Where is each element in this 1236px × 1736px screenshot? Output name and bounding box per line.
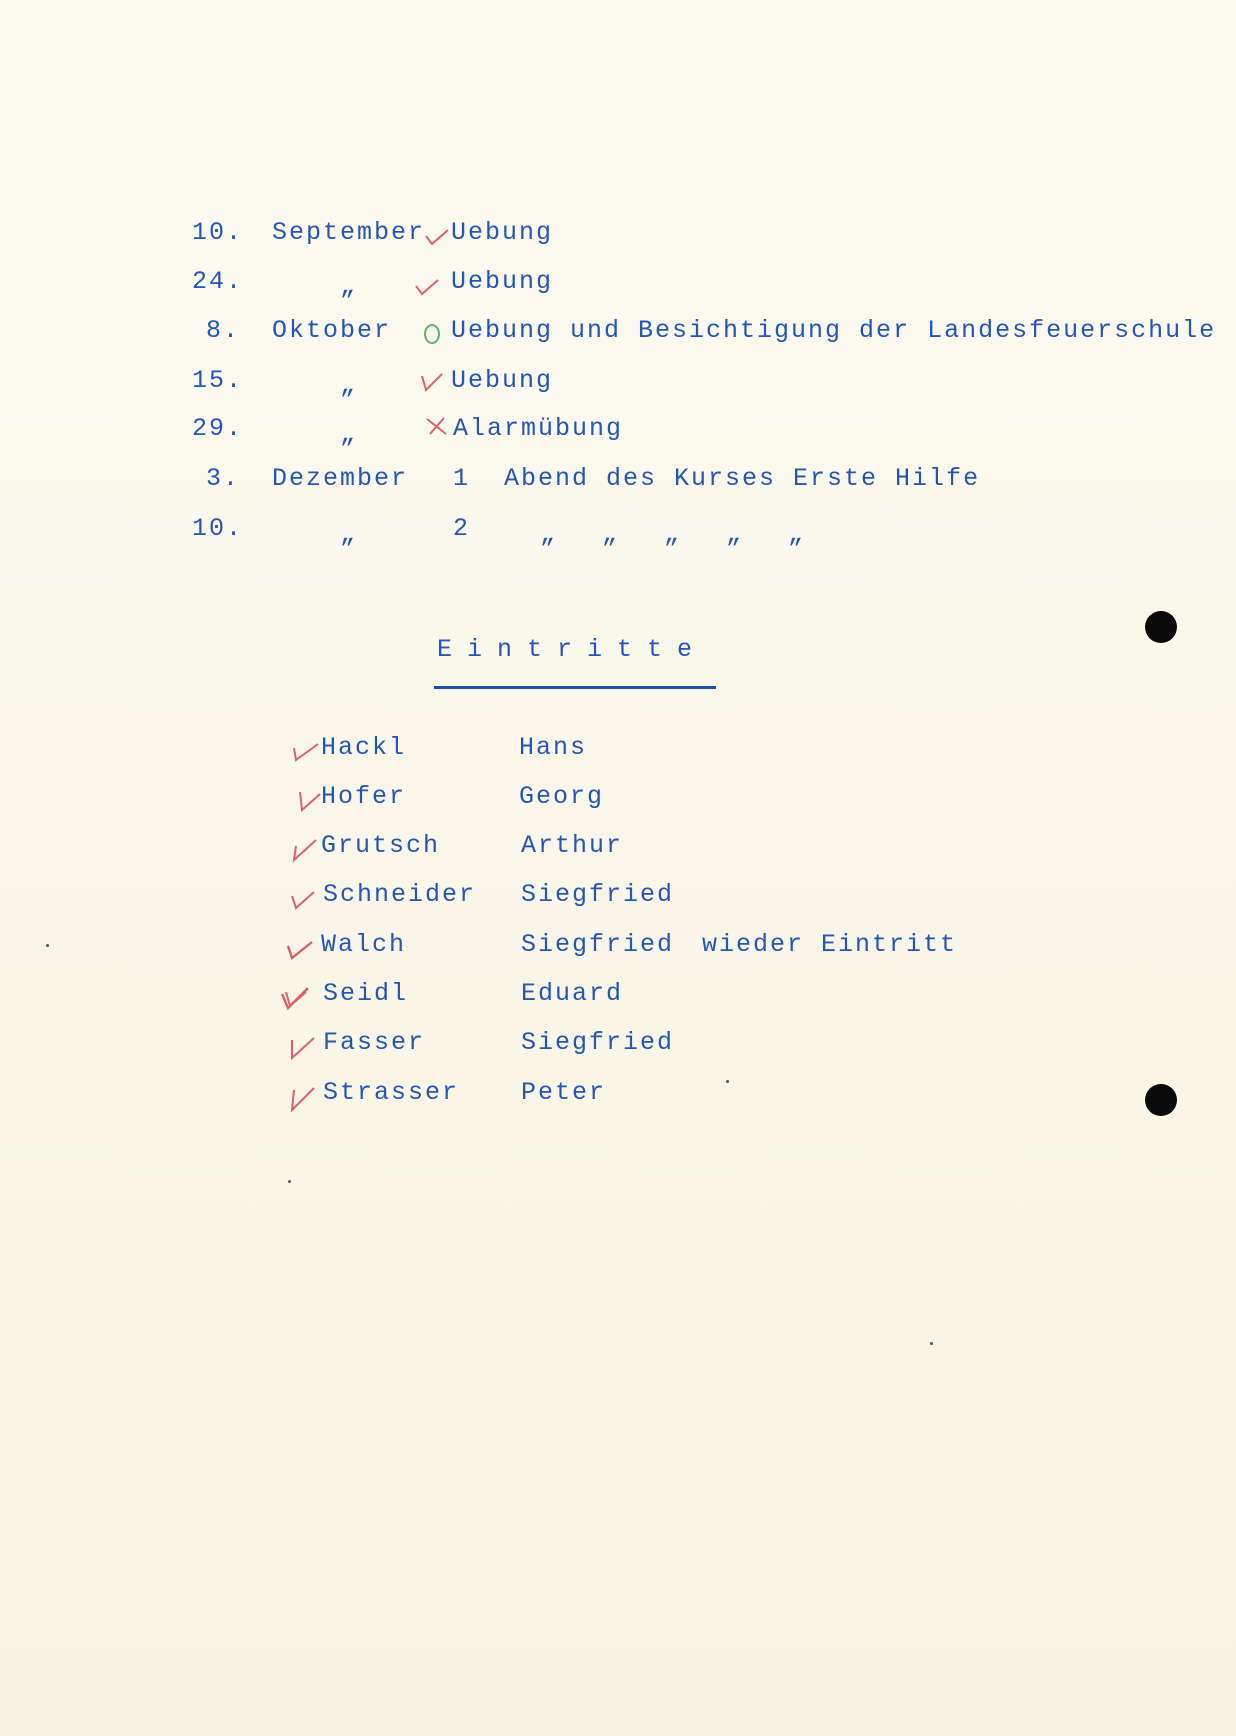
punch-hole	[1145, 1084, 1177, 1116]
entries-heading: Eintritte	[437, 635, 708, 664]
entry-first-name: Hans	[519, 733, 588, 762]
check-mark-icon	[286, 936, 312, 962]
schedule-text: Abend des Kurses Erste Hilfe	[504, 464, 981, 493]
entry-first-name: Siegfried	[521, 880, 675, 909]
schedule-day: 29.	[192, 414, 244, 443]
check-mark-icon	[292, 836, 318, 862]
entry-last-name: Grutsch	[321, 831, 441, 860]
paper-speck	[726, 1080, 729, 1083]
schedule-month: „	[340, 520, 358, 549]
entry-last-name: Hackl	[321, 733, 407, 762]
schedule-day: 3.	[206, 464, 241, 493]
paper-speck	[46, 944, 49, 947]
schedule-month: „	[340, 272, 358, 301]
schedule-day: 10.	[192, 218, 244, 247]
schedule-text: Uebung	[451, 267, 554, 296]
entry-last-name: Walch	[321, 930, 407, 959]
schedule-month: Oktober	[272, 316, 392, 345]
entry-last-name: Fasser	[323, 1028, 426, 1057]
circle-mark-icon	[420, 320, 446, 346]
entry-first-name: Siegfried	[521, 930, 675, 959]
paper-speck	[288, 1180, 291, 1183]
schedule-month: September	[272, 218, 426, 247]
entry-last-name: Schneider	[323, 880, 477, 909]
entry-first-name: Peter	[521, 1078, 607, 1107]
entry-first-name: Georg	[519, 782, 605, 811]
check-mark-icon	[414, 272, 440, 298]
schedule-month: Dezember	[272, 464, 409, 493]
check-mark-icon	[290, 886, 316, 912]
schedule-text: Uebung und Besichtigung der Landesfeuerschule	[451, 316, 1217, 345]
check-mark-icon	[420, 368, 446, 394]
check-mark-icon	[424, 222, 450, 248]
schedule-text: „ „ „ „ „	[540, 520, 806, 549]
schedule-day: 10.	[192, 514, 244, 543]
paper-speck	[930, 1342, 933, 1345]
entry-first-name: Arthur	[521, 831, 624, 860]
check-mark-icon	[296, 786, 322, 812]
cross-mark-icon	[424, 414, 450, 440]
entry-first-name: Eduard	[521, 979, 624, 1008]
heading-underline	[434, 686, 716, 689]
entry-last-name: Hofer	[321, 782, 407, 811]
schedule-month: „	[340, 371, 358, 400]
entry-first-name: Siegfried	[521, 1028, 675, 1057]
schedule-day: 8.	[206, 316, 241, 345]
schedule-text: Alarmübung	[453, 414, 624, 443]
schedule-day: 24.	[192, 267, 244, 296]
schedule-number: 2	[453, 514, 471, 543]
double-check-mark-icon	[280, 984, 306, 1010]
schedule-text: Uebung	[451, 366, 554, 395]
schedule-number: 1	[453, 464, 471, 493]
check-mark-icon	[292, 738, 318, 764]
check-mark-icon	[290, 1034, 316, 1060]
check-mark-icon	[290, 1084, 316, 1110]
entry-last-name: Strasser	[323, 1078, 460, 1107]
entry-last-name: Seidl	[323, 979, 409, 1008]
schedule-day: 15.	[192, 366, 244, 395]
entry-note: wieder Eintritt	[702, 930, 958, 959]
schedule-text: Uebung	[451, 218, 554, 247]
punch-hole	[1145, 611, 1177, 643]
schedule-month: „	[340, 420, 358, 449]
